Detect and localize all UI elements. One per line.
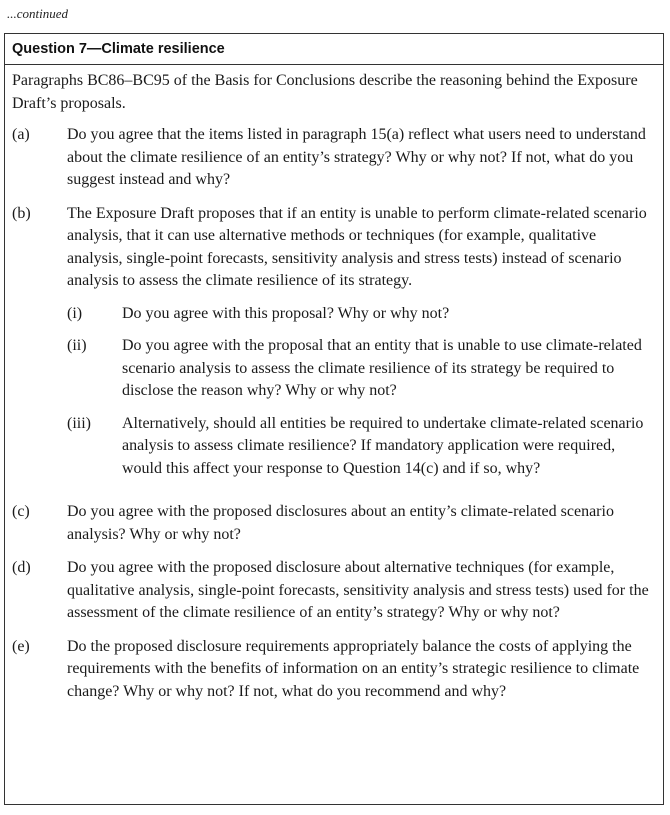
item-label: (e)	[12, 637, 30, 655]
question-item-a	[12, 124, 653, 192]
item-text: Do the proposed disclosure requirements appropriately balance the costs of applying the requirements with the benefits of information on an entity’s strategic resilience to climate change? Why or why not? If not, what do you recommend and why?	[67, 637, 640, 700]
sub-item-label: (i)	[67, 304, 83, 322]
item-label: (c)	[12, 503, 30, 520]
item-b-content	[67, 203, 653, 491]
question-item-e	[12, 636, 653, 704]
item-label: (a)	[12, 126, 30, 143]
sub-item-text: Alternatively, should all entities be required to undertake climate-related scenario analysis to assess climate resilience? If mandatory application were required, would this affect your response to Question 14(c) and if so, why?	[122, 414, 644, 477]
item-text: The Exposure Draft proposes that if an entity is unable to perform climate-related scenario analysis, that it can use alternative methods or techniques (for example, qualitative analysis, single-point forecasts, sensitivity analysis and stress tests) instead of scenario analysis to assess the climate resilience of its strategy.	[67, 204, 647, 289]
sub-item-label: (iii)	[67, 414, 91, 432]
continued-label: ...continued	[7, 6, 69, 21]
question-item-c	[12, 501, 653, 546]
question-title: Question 7—Climate resilience	[5, 34, 663, 65]
item-label: (b)	[12, 204, 31, 222]
item-label: (d)	[12, 559, 31, 576]
question-intro: Paragraphs BC86–BC95 of the Basis for Conclusions describe the reasoning behind the Exposure Draft’s proposals.	[12, 72, 638, 112]
item-text: Do you agree with the proposed disclosure about alternative techniques (for example, qualitative analysis, single-point forecasts, sensitivity analysis and stress tests) used for the assessment of the climate resilience of an entity’s strategy? Why or why not?	[67, 559, 649, 621]
sub-item-i	[67, 303, 653, 326]
sub-item-ii	[67, 335, 653, 403]
subitem-list	[67, 303, 653, 481]
question-box	[4, 33, 664, 805]
item-text: Do you agree with the proposed disclosures about an entity’s climate-related scenario analysis? Why or why not?	[67, 503, 614, 543]
sub-item-label: (ii)	[67, 337, 87, 354]
question-item-b	[12, 203, 653, 491]
item-text: Do you agree that the items listed in paragraph 15(a) reflect what users need to understand about the climate resilience of an entity’s strategy? Why or why not? If not, what do you suggest instead and why?	[67, 126, 646, 188]
sub-item-text: Do you agree with this proposal? Why or why not?	[122, 304, 450, 322]
sub-item-text: Do you agree with the proposal that an entity that is unable to use climate-related scenario analysis to assess the climate resilience of its strategy be required to disclose the reason why? Why or why not?	[122, 337, 642, 399]
question-item-d	[12, 557, 653, 625]
question-body	[5, 65, 663, 703]
sub-item-iii	[67, 413, 653, 481]
